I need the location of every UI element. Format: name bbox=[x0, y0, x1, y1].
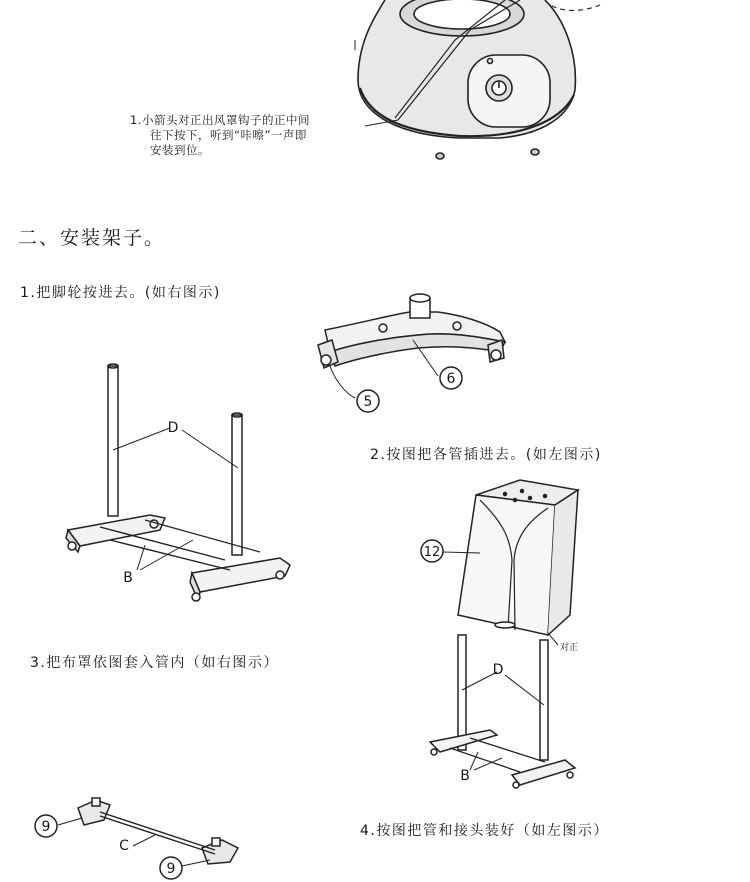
align-label: 对正 bbox=[560, 643, 579, 653]
tube-b2-label: B bbox=[460, 768, 470, 784]
tube-d2-label: D bbox=[492, 662, 504, 678]
part-6-label: 6 bbox=[446, 371, 456, 387]
install-note-line-3: 安装到位。 bbox=[150, 143, 210, 157]
install-note-line-2: 往下按下，听到“咔嚓”一声即 bbox=[150, 128, 307, 142]
tube-c-label: C bbox=[119, 838, 129, 854]
base-with-casters-illustration bbox=[318, 294, 505, 412]
part-5-label: 5 bbox=[363, 394, 373, 410]
step-1-text: 1.把脚轮按进去。(如右图示) bbox=[20, 285, 221, 301]
cloth-cover-illustration bbox=[421, 480, 578, 788]
stand-frame-illustration bbox=[66, 364, 290, 601]
step-2-text: 2.按图把各管插进去。(如左图示) bbox=[370, 447, 602, 463]
part-9b-label: 9 bbox=[166, 861, 176, 877]
step-3-text: 3.把布罩依图套入管内（如右图示） bbox=[30, 655, 279, 671]
step-4-text: 4.按图把管和接头装好（如左图示） bbox=[360, 823, 609, 839]
part-9a-label: 9 bbox=[41, 819, 51, 835]
part-12-label: 12 bbox=[423, 545, 441, 560]
install-note bbox=[130, 113, 310, 158]
install-note-line-1: 1.小箭头对正出风罩钩子的正中间 bbox=[130, 113, 310, 127]
tube-joint-illustration bbox=[35, 798, 238, 879]
tube-d-label: D bbox=[167, 420, 179, 436]
steamer-base-illustration bbox=[355, 0, 600, 159]
tube-b-label: B bbox=[123, 570, 133, 586]
section-title: 二、安装架子。 bbox=[18, 227, 166, 249]
